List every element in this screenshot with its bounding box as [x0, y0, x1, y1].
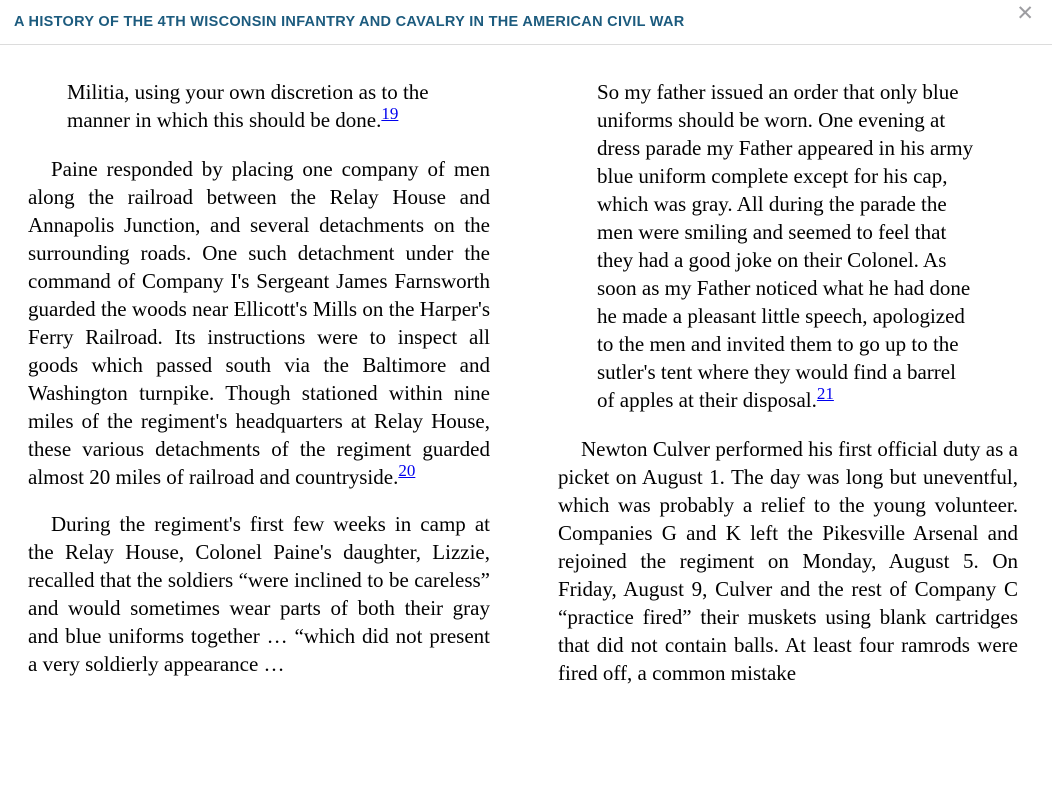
paragraph-text: Newton Culver performed his first official duty as a picket on August 1. The day was long but uneventful, which was probably a relief to the young volunteer. Companies G and K left the Pikesville Arsenal and rejoined the regiment on Monday, August 5. On Friday, August 9, Culver and the rest of Company C “practice fired” their muskets using blank cartridges that did not contain balls. At least four ramrods were fired off, a common mistake: [558, 437, 1018, 685]
footnote-ref: [381, 104, 398, 123]
blockquote-text: So my father issued an order that only blue uniforms should be worn. One evening at dress parade my Father appeared in his army blue uniform complete except for his cap, which was gray. All during the parade the men were smiling and seemed to feel that they had a good joke on their Colonel. As soon as my Father noticed what he had done he made a pleasant little speech, apologized to the men and invited them to go up to the sutler's tent where they would find a barrel of apples at their disposal.: [597, 80, 974, 412]
paragraph-newton-culver: [558, 435, 1018, 687]
left-column: [28, 78, 490, 706]
reader-header: [0, 0, 1052, 45]
footnote-link-21[interactable]: 21: [816, 384, 834, 403]
right-column: [558, 78, 1018, 706]
footnote-link-19[interactable]: 19: [381, 104, 399, 123]
close-icon[interactable]: ✕: [1016, 1, 1034, 25]
paragraph-first-weeks: [28, 510, 490, 678]
book-page: [0, 45, 1052, 706]
blockquote-militia: [67, 78, 446, 134]
footnote-link-20[interactable]: 20: [398, 461, 416, 480]
paragraph-paine-responded: [28, 155, 490, 491]
paragraph-text: During the regiment's first few weeks in camp at the Relay House, Colonel Paine's daughter, Lizzie, recalled that the soldiers “were inclined to be careless” and would sometimes wear parts of both their gray and blue uniforms together … “which did not present a very soldierly appearance …: [28, 512, 490, 676]
page-title: A HISTORY OF THE 4TH WISCONSIN INFANTRY AND CAVALRY IN THE AMERICAN CIVIL WAR: [14, 14, 685, 30]
blockquote-father-order: [597, 78, 974, 414]
footnote-ref: [398, 461, 415, 480]
blockquote-text: Militia, using your own discretion as to the manner in which this should be done.: [67, 80, 429, 132]
footnote-ref: [817, 384, 834, 403]
paragraph-text: Paine responded by placing one company of men along the railroad between the Relay House and Annapolis Junction, and several detachments on the surrounding roads. One such detachment under the command of Company I's Sergeant James Farnsworth guarded the woods near Ellicott's Mills on the Harper's Ferry Railroad. Its instructions were to inspect all goods which passed south via the Baltimore and Washington turnpike. Though stationed within nine miles of the regiment's headquarters at Relay House, these various detachments of the regiment guarded almost 20 miles of railroad and countryside.: [28, 157, 490, 489]
